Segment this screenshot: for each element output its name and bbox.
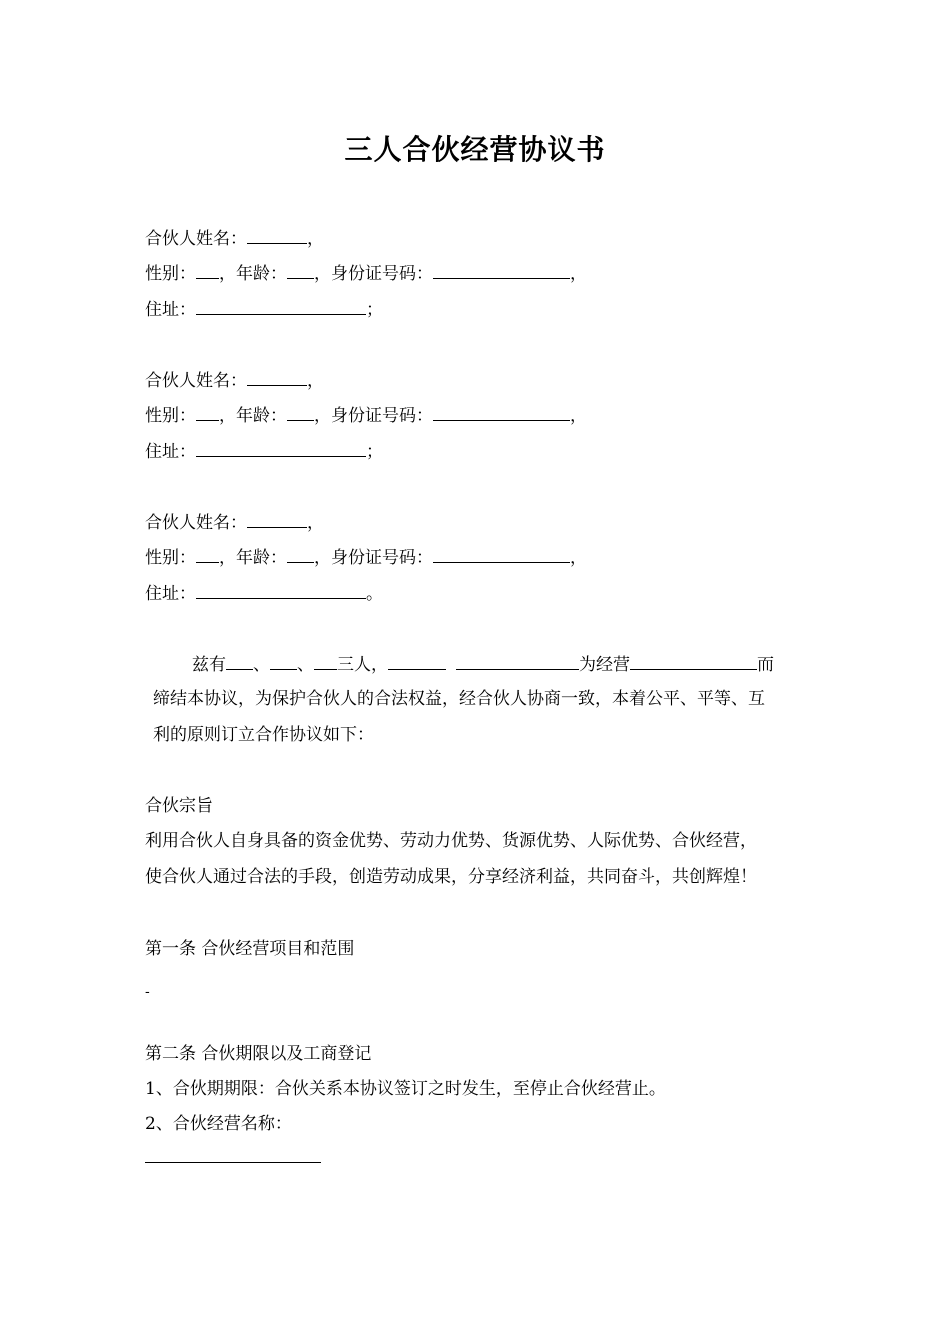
punct: ； [366, 300, 383, 320]
intro-text: 而 [757, 655, 774, 675]
intro-text: 兹有 [192, 655, 226, 675]
punct: ； [366, 442, 383, 462]
punct: ， [307, 513, 324, 533]
id-blank [433, 402, 570, 421]
punct: ， [307, 371, 324, 391]
punct: ， [570, 406, 587, 426]
age-label: ，年龄： [219, 548, 287, 568]
partner-3-address-line [145, 580, 383, 606]
partner-2-info-line [145, 402, 587, 428]
intro-line-2: 缔结本协议，为保护合伙人的合法权益，经合伙人协商一致，本着公平、平等、互 [153, 689, 765, 709]
gender-label: 性别： [145, 406, 196, 426]
partner-3-name-line [145, 509, 324, 535]
document-title: 三人合伙经营协议书 [344, 133, 606, 166]
punct: 。 [366, 584, 383, 604]
id-blank [433, 260, 570, 279]
address-blank [196, 438, 366, 457]
address-blank [196, 580, 366, 599]
purpose-line-1: 利用合伙人自身具备的资金优势、劳动力优势、货源优势、人际优势、合伙经营， [145, 831, 757, 851]
address-label: 住址： [145, 584, 196, 604]
partner-2-address-line [145, 438, 383, 464]
intro-line-3: 利的原则订立合作协议如下： [153, 725, 374, 745]
name-label: 合伙人姓名： [145, 371, 247, 391]
blank [388, 651, 446, 670]
partnership-name-line [145, 1144, 321, 1170]
address-blank [196, 296, 366, 315]
id-blank [433, 544, 570, 563]
name-blank [247, 509, 307, 528]
purpose-line-2: 使合伙人通过合法的手段，创造劳动成果，分享经济利益，共同奋斗，共创辉煌！ [145, 867, 757, 887]
age-blank [287, 402, 314, 421]
id-label: ，身份证号码： [314, 548, 433, 568]
article-2-item-2: 2、合伙经营名称： [145, 1114, 292, 1134]
gender-blank [196, 544, 219, 563]
business-blank [630, 651, 757, 670]
name-blank [247, 225, 307, 244]
name-blank [247, 367, 307, 386]
age-label: ，年龄： [219, 406, 287, 426]
partner-1-name-line [145, 225, 324, 251]
gender-blank [196, 402, 219, 421]
intro-text: 为经营 [579, 655, 630, 675]
punct: ， [307, 229, 324, 249]
partner-2-name-line [145, 367, 324, 393]
address-label: 住址： [145, 300, 196, 320]
gender-blank [196, 260, 219, 279]
name-label: 合伙人姓名： [145, 229, 247, 249]
article-1-heading: 第一条 合伙经营项目和范围 [145, 939, 355, 959]
punct: ， [570, 548, 587, 568]
partner-blank [270, 651, 297, 670]
address-label: 住址： [145, 442, 196, 462]
id-label: ，身份证号码： [314, 264, 433, 284]
blank [456, 651, 579, 670]
partnership-name-blank [145, 1144, 321, 1163]
intro-line-1 [192, 651, 774, 677]
gender-label: 性别： [145, 264, 196, 284]
purpose-heading: 合伙宗旨 [145, 796, 213, 816]
age-blank [287, 260, 314, 279]
partner-3-info-line [145, 544, 587, 570]
article-1-body: - [145, 984, 150, 1000]
punct: 、 [297, 655, 314, 675]
punct: 、 [253, 655, 270, 675]
partner-blank [226, 651, 253, 670]
age-label: ，年龄： [219, 264, 287, 284]
intro-text: 三人， [337, 655, 388, 675]
id-label: ，身份证号码： [314, 406, 433, 426]
name-label: 合伙人姓名： [145, 513, 247, 533]
punct: ， [570, 264, 587, 284]
gender-label: 性别： [145, 548, 196, 568]
article-2-heading: 第二条 合伙期限以及工商登记 [145, 1044, 372, 1064]
partner-blank [314, 651, 337, 670]
partner-1-info-line [145, 260, 587, 286]
article-2-item-1: 1、合伙期期限：合伙关系本协议签订之时发生，至停止合伙经营止。 [145, 1079, 666, 1099]
age-blank [287, 544, 314, 563]
partner-1-address-line [145, 296, 383, 322]
